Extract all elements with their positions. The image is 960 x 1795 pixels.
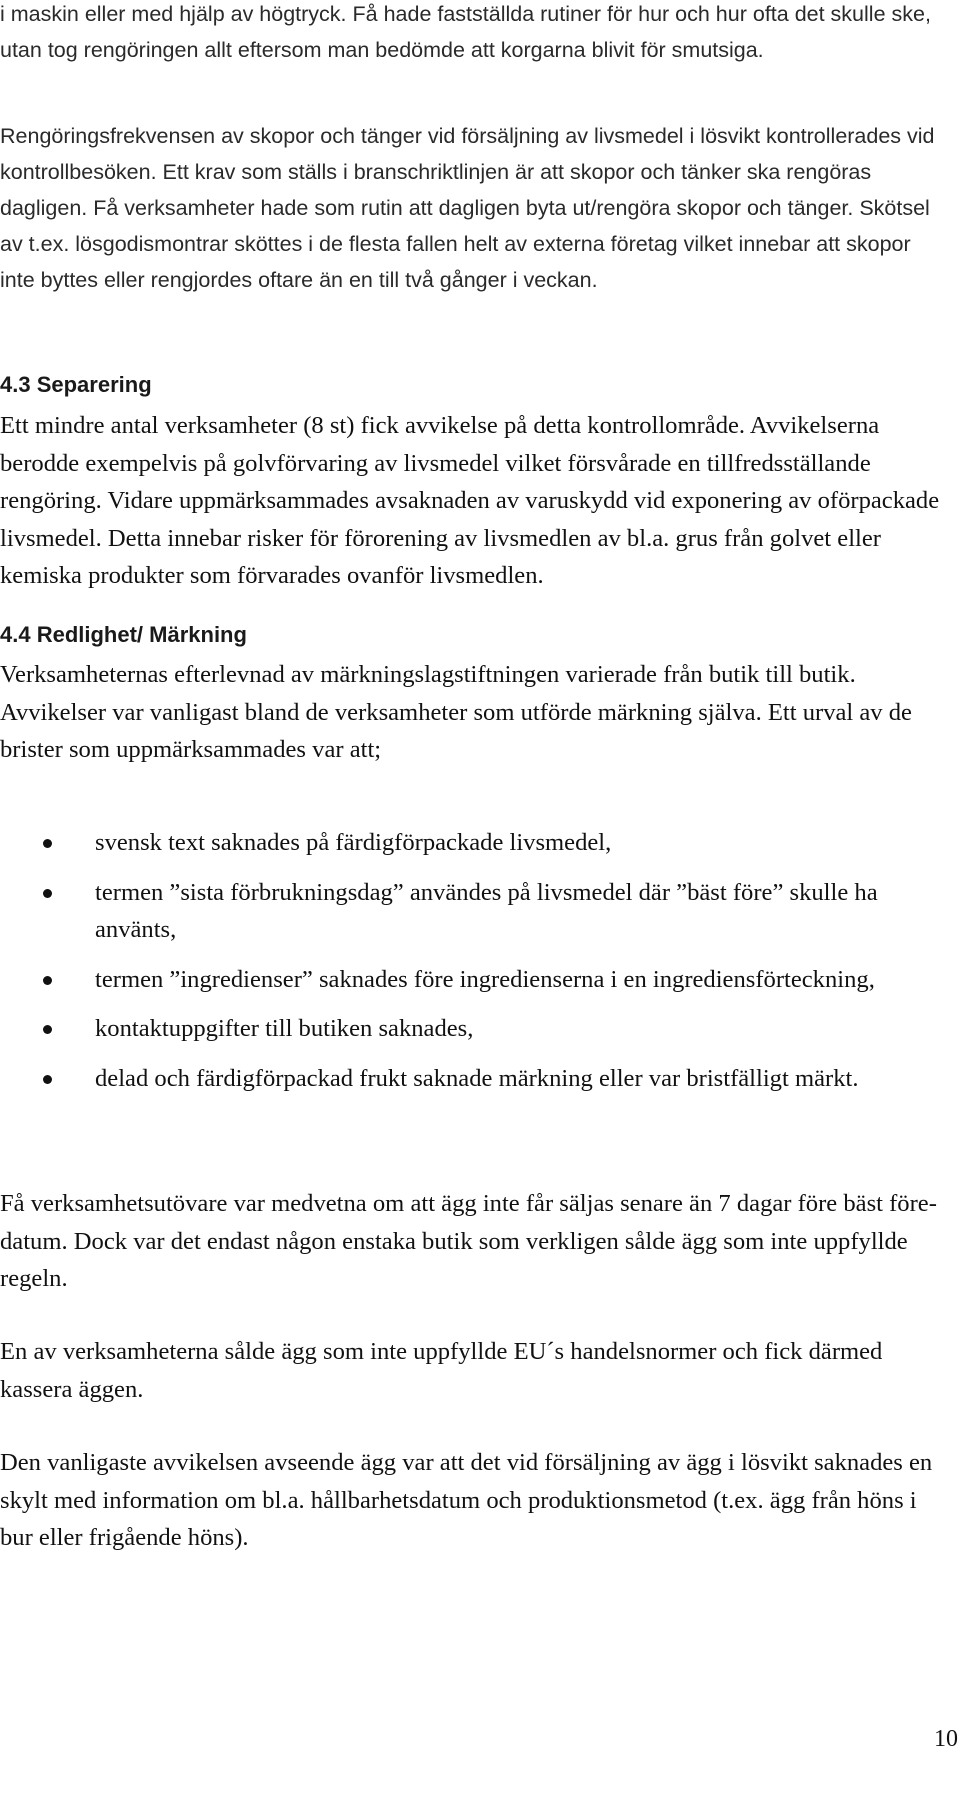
paragraph-loose-eggs: Den vanligaste avvikelsen avseende ägg var att det vid försäljning av ägg i lösvikt saknades en skylt med information om bl.a. hållbarhetsdatum och produktionsmetod (t.ex. ägg från höns i bur eller frigående höns). [0,1449,933,1551]
paragraph-basket-cleaning: i maskin eller med hjälp av högtryck. Få hade fastställda rutiner för hur och hur ofta det skulle ske, utan tog rengöringen allt eftersom man bedömde att korgarna blivit för smutsiga. [0,2,931,62]
list-item [0,874,950,949]
paragraph-eu-norms: En av verksamheterna sålde ägg som inte uppfyllde EU´s handelsnormer och fick därmed kassera äggen. [0,1338,883,1403]
bullet-icon [43,976,52,985]
paragraph-markning-intro: Verksamheternas efterlevnad av märkningslagstiftningen varierade från butik till butik. Avvikelser var vanligast bland de verksamheter som utförde märkning själva. Ett urval av de brister som uppmärksammades var att; [0,661,912,763]
list-item [0,1010,950,1048]
paragraph-separering: Ett mindre antal verksamheter (8 st) fick avvikelse på detta kontrollområde. Avvikelserna berodde exempelvis på golvförvaring av livsmedel vilket försvårade en tillfredsställande rengöring. Vidare uppmärksammades avsaknaden av varuskydd vid exponering av oförpackade livsmedel. Detta innebar risker för förorening av livsmedlen av bl.a. grus från golvet eller kemiska produkter som förvarades ovanför livsmedlen. [0,412,940,589]
list-item-text: termen ”ingredienser” saknades före ingredienserna i en ingrediensförteckning, [95,965,875,993]
list-item-text: termen ”sista förbrukningsdag” användes på livsmedel där ”bäst före” skulle ha använts, [95,878,878,943]
heading-separering: 4.3 Separering [0,372,152,397]
bullet-icon [43,839,52,848]
list-item [0,961,950,999]
list-item [0,1060,950,1098]
deficiency-list [0,824,950,1109]
list-item [0,824,950,862]
page-number: 10 [934,1726,958,1752]
list-item-text: delad och färdigförpackad frukt saknade märkning eller var bristfälligt märkt. [95,1064,859,1092]
paragraph-scoop-cleaning: Rengöringsfrekvensen av skopor och tänger vid försäljning av livsmedel i lösvikt kontrollerades vid kontrollbesöken. Ett krav som ställs i branschriktlinjen är att skopor och tänker ska rengöras dagligen. Få verksamheter hade som rutin att dagligen byta ut/rengöra skopor och tänger. Skötsel av t.ex. lösgodismontrar sköttes i de flesta fallen helt av externa företag vilket innebar att skopor inte byttes eller rengjordes oftare än en till två gånger i veckan. [0,124,935,292]
bullet-icon [43,1075,52,1084]
bullet-icon [43,889,52,898]
bullet-icon [43,1025,52,1034]
list-item-text: kontaktuppgifter till butiken saknades, [95,1015,474,1042]
paragraph-egg-dates: Få verksamhetsutövare var medvetna om att ägg inte får säljas senare än 7 dagar före bäst före-datum. Dock var det endast någon enstaka butik som verkligen sålde ägg som inte uppfyllde regeln. [0,1190,937,1292]
list-item-text: svensk text saknades på färdigförpackade livsmedel, [95,829,612,856]
heading-redlighet-markning: 4.4 Redlighet/ Märkning [0,622,247,647]
